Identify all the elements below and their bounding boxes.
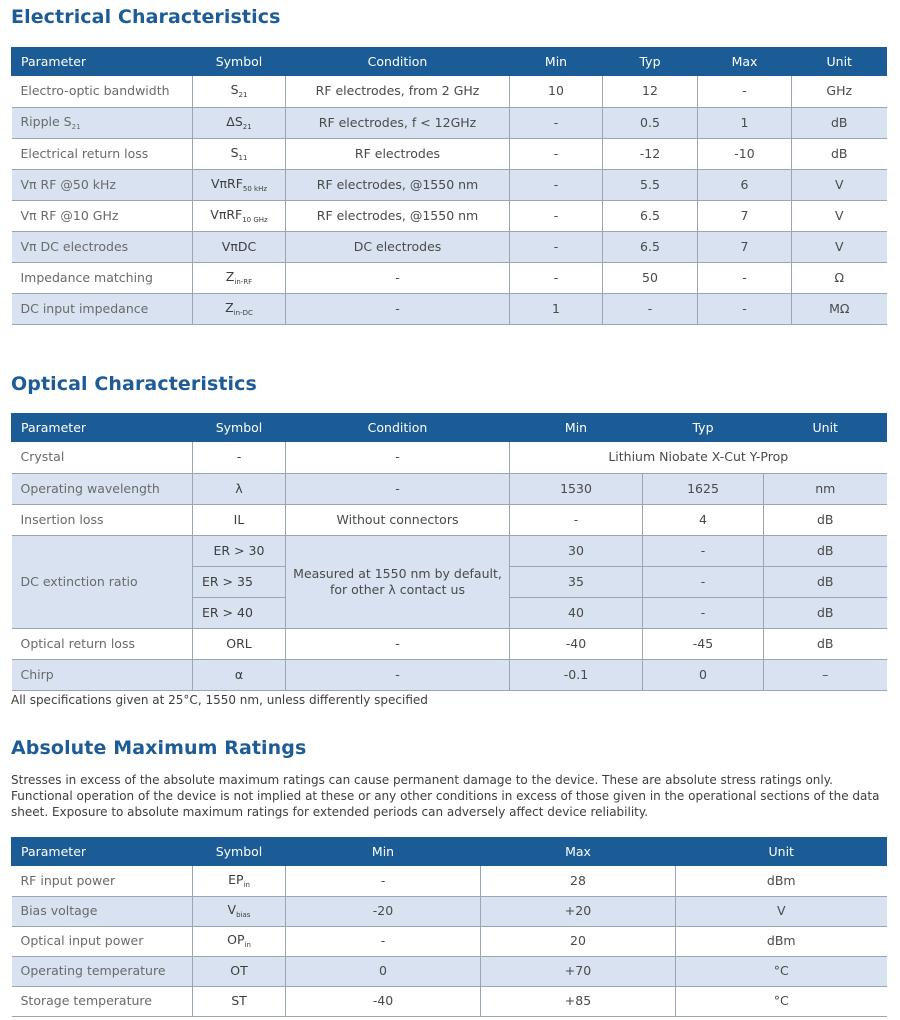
symbol-text: VπRF xyxy=(210,206,243,222)
param-cell xyxy=(12,200,193,231)
symbol-cell xyxy=(193,866,286,896)
condition-cell: - xyxy=(286,442,510,473)
symbol-cell xyxy=(193,926,286,956)
symbol-text: S xyxy=(230,144,239,160)
header-symbol: Symbol xyxy=(193,837,286,866)
unit-cell: GHz xyxy=(792,76,887,107)
symbol-cell xyxy=(193,293,286,324)
symbol-text: OT xyxy=(230,963,248,979)
param-cell: Insertion loss xyxy=(12,504,193,535)
symbol-cell: - xyxy=(193,442,286,473)
param-cell: RF input power xyxy=(12,866,193,896)
max-cell: 1 xyxy=(698,107,792,138)
symbol-cell xyxy=(193,76,286,107)
condition-cell: - xyxy=(286,659,510,690)
min-cell: - xyxy=(510,504,643,535)
spec-footnote: All specifications given at 25°C, 1550 nm, unless differently specified xyxy=(11,693,428,707)
typ-cell: - xyxy=(603,293,698,324)
condition-line: Measured at 1550 nm by default, xyxy=(293,565,502,581)
table-row xyxy=(12,138,887,169)
symbol-cell: IL xyxy=(193,504,286,535)
symbol-subscript: 21 xyxy=(242,122,252,131)
header-min: Min xyxy=(286,837,481,866)
typ-cell: 6.5 xyxy=(603,231,698,262)
unit-cell: Ω xyxy=(792,262,887,293)
param-cell xyxy=(12,138,193,169)
param-cell: Chirp xyxy=(12,659,193,690)
min-cell: 35 xyxy=(510,566,643,597)
symbol-cell xyxy=(193,169,286,200)
min-cell: - xyxy=(510,138,603,169)
min-cell: - xyxy=(510,107,603,138)
table-row xyxy=(12,986,887,1016)
min-cell: - xyxy=(510,231,603,262)
max-cell: - xyxy=(698,262,792,293)
unit-cell: dB xyxy=(764,535,887,566)
param-cell: Operating temperature xyxy=(12,956,193,986)
param-text: DC input impedance xyxy=(20,300,149,316)
min-cell: 40 xyxy=(510,597,643,628)
symbol-cell: ORL xyxy=(193,628,286,659)
symbol-cell: α xyxy=(193,659,286,690)
param-subscript: 21 xyxy=(71,122,81,131)
symbol-subscript: 11 xyxy=(238,153,248,162)
min-cell: -40 xyxy=(286,986,481,1016)
param-cell xyxy=(12,76,193,107)
max-cell: +20 xyxy=(481,896,676,926)
unit-cell: °C xyxy=(676,956,887,986)
param-cell: Optical input power xyxy=(12,926,193,956)
table-row xyxy=(12,926,887,956)
table-row xyxy=(12,200,887,231)
table-row xyxy=(12,535,887,566)
header-parameter: Parameter xyxy=(12,413,193,442)
header-parameter: Parameter xyxy=(12,837,193,866)
symbol-text: ΔS xyxy=(226,113,243,129)
param-cell xyxy=(12,231,193,262)
typ-cell: - xyxy=(643,535,764,566)
table-row xyxy=(12,107,887,138)
unit-cell: V xyxy=(792,200,887,231)
symbol-text: Z xyxy=(225,268,235,284)
header-max: Max xyxy=(698,47,792,76)
table-row xyxy=(12,956,887,986)
symbol-subscript: in xyxy=(243,880,250,889)
min-cell: - xyxy=(510,200,603,231)
param-cell xyxy=(12,107,193,138)
table-row xyxy=(12,866,887,896)
condition-line: for other λ contact us xyxy=(330,581,465,597)
symbol-cell xyxy=(193,262,286,293)
crystal-value-cell: Lithium Niobate X-Cut Y-Prop xyxy=(510,442,887,473)
min-cell: 0 xyxy=(286,956,481,986)
symbol-cell xyxy=(193,107,286,138)
typ-cell: 6.5 xyxy=(603,200,698,231)
condition-cell xyxy=(286,535,510,628)
table-row xyxy=(12,262,887,293)
symbol-cell: ER > 35 xyxy=(193,566,286,597)
param-text: Vπ RF @10 GHz xyxy=(20,207,119,223)
header-typ: Typ xyxy=(643,413,764,442)
unit-cell: dB xyxy=(764,566,887,597)
param-text: Electro-optic bandwidth xyxy=(20,83,170,99)
max-cell: +70 xyxy=(481,956,676,986)
table-header-row xyxy=(12,413,887,442)
min-cell: - xyxy=(510,262,603,293)
table-row xyxy=(12,169,887,200)
condition-cell: - xyxy=(286,262,510,293)
symbol-subscript: in-RF xyxy=(234,277,253,286)
min-cell: - xyxy=(286,866,481,896)
header-symbol: Symbol xyxy=(193,47,286,76)
condition-cell: DC electrodes xyxy=(286,231,510,262)
param-cell: Crystal xyxy=(12,442,193,473)
param-cell: DC extinction ratio xyxy=(12,535,193,628)
table-row xyxy=(12,231,887,262)
symbol-cell: ER > 40 xyxy=(193,597,286,628)
table-row xyxy=(12,504,887,535)
param-text: Impedance matching xyxy=(20,269,153,285)
amr-paragraph: Stresses in excess of the absolute maximum ratings can cause permanent damage to the device. These are absolute stress ratings only. Functional operation of the device is not implied at these or any other conditions in excess of those given in the operational sections of the data sheet. Exposure to absolute maximum ratings for extended periods can adversely affect device reliability. xyxy=(11,773,880,819)
typ-cell: 4 xyxy=(643,504,764,535)
condition-cell: RF electrodes, @1550 nm xyxy=(286,169,510,200)
amr-table xyxy=(11,837,887,1017)
param-cell: Operating wavelength xyxy=(12,473,193,504)
header-max: Max xyxy=(481,837,676,866)
param-cell: Optical return loss xyxy=(12,628,193,659)
header-parameter: Parameter xyxy=(12,47,193,76)
typ-cell: 12 xyxy=(603,76,698,107)
symbol-cell xyxy=(193,986,286,1016)
condition-cell: RF electrodes, @1550 nm xyxy=(286,200,510,231)
max-cell: 6 xyxy=(698,169,792,200)
param-cell: Bias voltage xyxy=(12,896,193,926)
symbol-subscript: 50 kHz xyxy=(242,184,268,193)
symbol-text: VπRF xyxy=(210,175,243,191)
symbol-cell: λ xyxy=(193,473,286,504)
unit-cell: V xyxy=(792,169,887,200)
unit-cell: V xyxy=(792,231,887,262)
param-cell: Storage temperature xyxy=(12,986,193,1016)
table-header-row xyxy=(12,837,887,866)
min-cell: 1530 xyxy=(510,473,643,504)
electrical-table xyxy=(11,47,887,325)
symbol-subscript: 21 xyxy=(238,91,248,100)
header-unit: Unit xyxy=(792,47,887,76)
symbol-subscript: in-DC xyxy=(233,308,253,317)
symbol-text: EP xyxy=(228,871,244,887)
max-cell: -10 xyxy=(698,138,792,169)
condition-cell: Without connectors xyxy=(286,504,510,535)
unit-cell: dBm xyxy=(676,866,887,896)
table-row xyxy=(12,896,887,926)
table-row xyxy=(12,293,887,324)
unit-cell: dB xyxy=(764,504,887,535)
table-row xyxy=(12,442,887,473)
symbol-cell xyxy=(193,138,286,169)
header-condition: Condition xyxy=(286,47,510,76)
condition-cell: - xyxy=(286,293,510,324)
typ-cell: 0.5 xyxy=(603,107,698,138)
param-text: Electrical return loss xyxy=(20,145,149,161)
min-cell: 10 xyxy=(510,76,603,107)
symbol-text: VπDC xyxy=(221,238,257,254)
optical-section-title: Optical Characteristics xyxy=(11,373,257,395)
max-cell: 7 xyxy=(698,200,792,231)
max-cell: 20 xyxy=(481,926,676,956)
symbol-cell xyxy=(193,896,286,926)
max-cell: 7 xyxy=(698,231,792,262)
max-cell: 28 xyxy=(481,866,676,896)
unit-cell: nm xyxy=(764,473,887,504)
symbol-cell xyxy=(193,956,286,986)
symbol-text: OP xyxy=(227,932,245,948)
condition-cell: - xyxy=(286,473,510,504)
electrical-section-title: Electrical Characteristics xyxy=(11,6,281,28)
param-text: Ripple S xyxy=(20,113,72,129)
symbol-cell xyxy=(193,200,286,231)
header-min: Min xyxy=(510,47,603,76)
min-cell: -40 xyxy=(510,628,643,659)
typ-cell: -12 xyxy=(603,138,698,169)
typ-cell: - xyxy=(643,566,764,597)
param-text: Vπ RF @50 kHz xyxy=(20,176,116,192)
symbol-subscript: 10 GHz xyxy=(242,215,268,224)
symbol-subscript: in xyxy=(244,941,251,950)
typ-cell: 5.5 xyxy=(603,169,698,200)
unit-cell: dB xyxy=(764,628,887,659)
min-cell: -20 xyxy=(286,896,481,926)
typ-cell: 50 xyxy=(603,262,698,293)
param-cell xyxy=(12,262,193,293)
symbol-text: ST xyxy=(231,993,247,1009)
condition-cell: - xyxy=(286,628,510,659)
param-text: Vπ DC electrodes xyxy=(20,238,129,254)
param-cell xyxy=(12,293,193,324)
typ-cell: 0 xyxy=(643,659,764,690)
unit-cell: V xyxy=(676,896,887,926)
header-min: Min xyxy=(510,413,643,442)
unit-cell: °C xyxy=(676,986,887,1016)
symbol-cell: ER > 30 xyxy=(193,535,286,566)
optical-table xyxy=(11,413,887,691)
symbol-text: V xyxy=(227,902,237,918)
typ-cell: -45 xyxy=(643,628,764,659)
unit-cell: dB xyxy=(764,597,887,628)
header-typ: Typ xyxy=(603,47,698,76)
symbol-text: S xyxy=(230,82,239,98)
unit-cell: MΩ xyxy=(792,293,887,324)
header-condition: Condition xyxy=(286,413,510,442)
table-row xyxy=(12,76,887,107)
symbol-cell xyxy=(193,231,286,262)
header-symbol: Symbol xyxy=(193,413,286,442)
param-cell xyxy=(12,169,193,200)
min-cell: 1 xyxy=(510,293,603,324)
min-cell: -0.1 xyxy=(510,659,643,690)
min-cell: 30 xyxy=(510,535,643,566)
condition-cell: RF electrodes, f < 12GHz xyxy=(286,107,510,138)
table-row xyxy=(12,473,887,504)
header-unit: Unit xyxy=(764,413,887,442)
amr-section-title: Absolute Maximum Ratings xyxy=(11,737,307,759)
symbol-subscript: bias xyxy=(236,911,251,920)
min-cell: - xyxy=(510,169,603,200)
typ-cell: 1625 xyxy=(643,473,764,504)
table-row xyxy=(12,628,887,659)
header-unit: Unit xyxy=(676,837,887,866)
unit-cell: dB xyxy=(792,107,887,138)
condition-cell: RF electrodes, from 2 GHz xyxy=(286,76,510,107)
unit-cell: dBm xyxy=(676,926,887,956)
typ-cell: - xyxy=(643,597,764,628)
unit-cell: dB xyxy=(792,138,887,169)
table-header-row xyxy=(12,47,887,76)
max-cell: - xyxy=(698,76,792,107)
symbol-text: Z xyxy=(225,299,234,315)
condition-cell: RF electrodes xyxy=(286,138,510,169)
max-cell: - xyxy=(698,293,792,324)
min-cell: - xyxy=(286,926,481,956)
table-row xyxy=(12,659,887,690)
max-cell: +85 xyxy=(481,986,676,1016)
unit-cell: – xyxy=(764,659,887,690)
